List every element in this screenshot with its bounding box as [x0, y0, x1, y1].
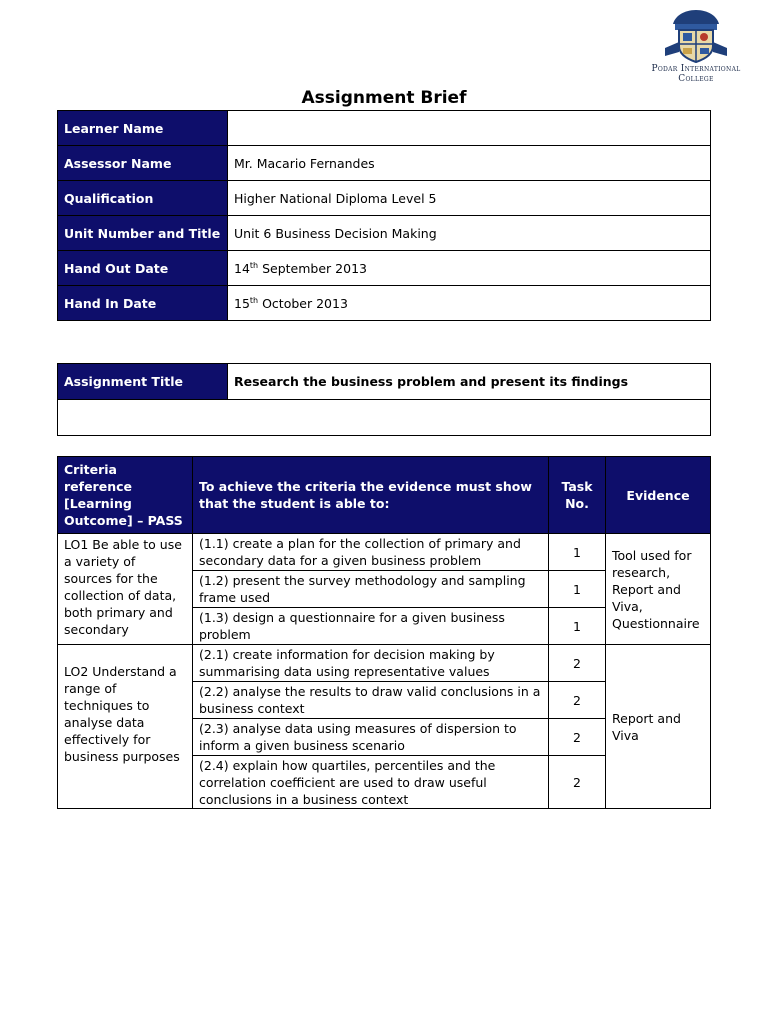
handin-date-label: Hand In Date	[58, 286, 228, 321]
learner-name-value	[228, 111, 711, 146]
assessor-name-value: Mr. Macario Fernandes	[228, 146, 711, 181]
unit-label: Unit Number and Title	[58, 216, 228, 251]
task-no-2-2: 2	[549, 682, 606, 719]
criterion-1-3: (1.3) design a questionnaire for a given business problem	[193, 608, 549, 645]
handout-suffix: th	[249, 260, 259, 270]
task-no-1-3: 1	[549, 608, 606, 645]
table-row	[58, 146, 711, 181]
header-criteria-reference: Criteria reference [Learning Outcome] – PASS	[58, 457, 193, 534]
table-row	[58, 251, 711, 286]
lo2-description: LO2 Understand a range of techniques to analyse data effectively for business purposes	[58, 645, 193, 809]
table-row	[58, 645, 711, 682]
assignment-title-table	[57, 363, 711, 436]
assessor-name-label: Assessor Name	[58, 146, 228, 181]
task-no-2-4: 2	[549, 756, 606, 809]
criterion-1-2: (1.2) present the survey methodology and sampling frame used	[193, 571, 549, 608]
learner-name-label: Learner Name	[58, 111, 228, 146]
header-task-no: Task No.	[549, 457, 606, 534]
task-no-2-3: 2	[549, 719, 606, 756]
criterion-2-4: (2.4) explain how quartiles, percentiles and the correlation coefficient are used to draw useful conclusions in a business context	[193, 756, 549, 809]
table-row	[58, 286, 711, 321]
page-title: Assignment Brief	[301, 88, 467, 108]
table-row	[58, 364, 711, 400]
criterion-2-1: (2.1) create information for decision making by summarising data using representative values	[193, 645, 549, 682]
table-row	[58, 216, 711, 251]
handin-suffix: th	[249, 295, 259, 305]
criterion-2-3: (2.3) analyse data using measures of dispersion to inform a given business scenario	[193, 719, 549, 756]
handout-date-label: Hand Out Date	[58, 251, 228, 286]
lo1-description: LO1 Be able to use a variety of sources for the collection of data, both primary and secondary	[58, 534, 193, 645]
header-evidence-description: To achieve the criteria the evidence must show that the student is able to:	[193, 457, 549, 534]
lo2-evidence: Report and Viva	[606, 645, 711, 809]
task-no-1-1: 1	[549, 534, 606, 571]
task-no-1-2: 1	[549, 571, 606, 608]
header-evidence: Evidence	[606, 457, 711, 534]
college-logo	[636, 8, 756, 88]
unit-value: Unit 6 Business Decision Making	[228, 216, 711, 251]
handout-date-value	[228, 251, 711, 286]
assignment-description	[58, 400, 711, 436]
table-row	[58, 534, 711, 571]
criterion-1-1: (1.1) create a plan for the collection of primary and secondary data for a given business problem	[193, 534, 549, 571]
handout-day: 14	[234, 260, 250, 276]
criteria-table	[57, 456, 711, 809]
handin-month-year: October 2013	[258, 295, 348, 311]
assignment-title-value: Research the business problem and present its findings	[228, 364, 711, 400]
table-header-row	[58, 457, 711, 534]
table-row	[58, 181, 711, 216]
table-row	[58, 111, 711, 146]
handin-day: 15	[234, 295, 250, 311]
lo1-evidence: Tool used for research, Report and Viva, Questionnaire	[606, 534, 711, 645]
qualification-value: Higher National Diploma Level 5	[228, 181, 711, 216]
qualification-label: Qualification	[58, 181, 228, 216]
table-row	[58, 400, 711, 436]
criterion-2-2: (2.2) analyse the results to draw valid conclusions in a business context	[193, 682, 549, 719]
learner-info-table	[57, 110, 711, 321]
assignment-title-label: Assignment Title	[58, 364, 228, 400]
handin-date-value	[228, 286, 711, 321]
handout-month-year: September 2013	[258, 260, 367, 276]
crest-icon	[661, 8, 731, 64]
task-no-2-1: 2	[549, 645, 606, 682]
logo-text-line2: College	[678, 74, 714, 84]
logo-text-line1: Podar International	[651, 64, 741, 74]
